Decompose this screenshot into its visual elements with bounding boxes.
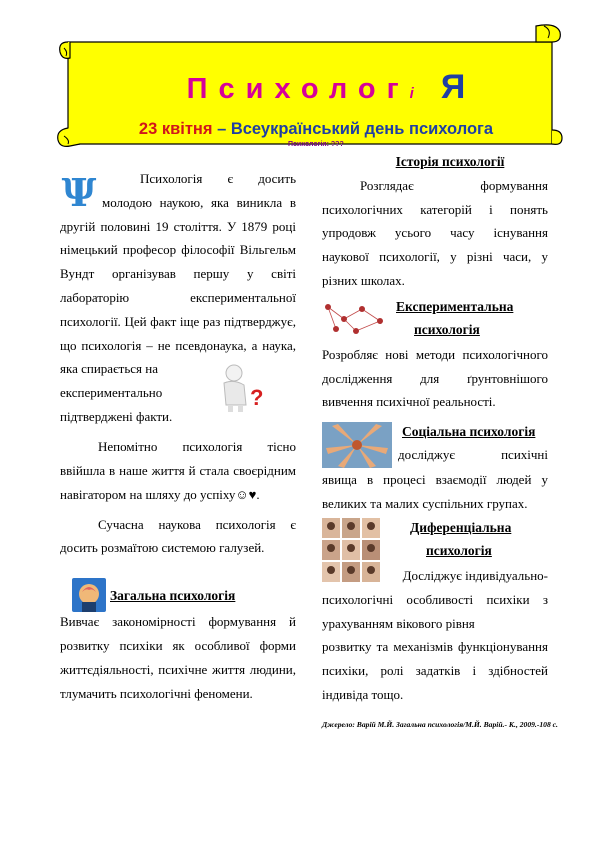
banner-subtitle: [86, 120, 546, 139]
social-block: [322, 422, 548, 470]
experimental-heading-line1: Експериментальна: [396, 298, 514, 314]
intro-tail-line1: експериментально: [60, 385, 163, 401]
network-icon: [322, 299, 390, 337]
banner-scroll: [56, 18, 564, 148]
differential-text-line2: психологічні особливості психіки з: [322, 591, 548, 607]
title-main: Психолог: [186, 73, 410, 105]
social-text: явища в процесі взаємодії людей у великих та малих суспільних групах.: [322, 472, 548, 511]
differential-text-line3: урахуванням вікового рівня: [322, 615, 475, 631]
banner-title: [126, 68, 526, 107]
differential-heading-line2: психологія: [426, 542, 492, 558]
intro-paragraph-1: Психологія є досить молодою наукою, яка виникла в другій половині 19 століття. У 1879 році німецький професор філософії Вільгельм Вундт організував першу у світі лабораторію експериментальної психології. Цей факт іще раз підтверджує, що психологія – не псевдонаука, а наука, яка спирається на: [60, 171, 296, 377]
intro-tail: [60, 381, 296, 429]
differential-text-first: Досліджує індивідуально-: [402, 567, 548, 583]
source-citation: Джерело: Варій М.Й. Загальна психологія/М.Й. Варій.- К., 2009.-108 с.: [322, 719, 558, 729]
experimental-heading-line2: психологія: [414, 321, 480, 337]
general-heading-row: [60, 578, 296, 612]
general-text: Вивчає закономірності формування й розвитку психіки як особливої форми життєдіяльності, психічне життя людини, тлумачить психологічні феномени.: [60, 614, 296, 701]
experimental-text: Розробляє нові методи психологічного дослідження для ґрунтовнішого вивчення психічної реальності.: [322, 346, 548, 410]
intro-tail-line2: підтверджені факти.: [60, 408, 173, 424]
history-text: Розглядає формування психологічних категорій і понять упродовж усього часу існування наукової психології, у різні часи, у різних школах.: [322, 177, 548, 288]
social-text-first: досліджує психічні: [398, 447, 548, 463]
experimental-heading-row: [322, 297, 548, 343]
hands-icon: [322, 422, 392, 468]
subtitle-rest: – Всеукраїнський день психолога: [212, 120, 494, 138]
brain-head-icon: [72, 578, 106, 612]
banner-caption: Психологія: ???: [288, 141, 344, 148]
general-heading: Загальна психологія: [110, 588, 236, 604]
differential-heading-line1: Диференціальна: [410, 519, 512, 535]
title-i: і: [409, 85, 422, 102]
left-column: [60, 167, 296, 705]
differential-text: розвитку та механізмів функціонування психіки, ролі задатків і здібностей індивіда тощо.: [322, 639, 548, 702]
intro-paragraph-2: Непомітно психологія тісно ввійшла в наше життя й стала своєрідним навігатором на шляху до успіху☺♥.: [60, 439, 296, 502]
differential-block: [322, 518, 548, 588]
history-heading: Історія психології: [395, 154, 505, 169]
title-ya: Я: [440, 68, 466, 106]
social-heading: Соціальна психологія: [402, 424, 536, 440]
faces-grid-icon: [322, 518, 380, 582]
intro-paragraph-3: Сучасна наукова психологія є досить розмаїтою системою галузей.: [60, 516, 296, 556]
right-column: [322, 150, 558, 737]
thinker-icon: [218, 361, 268, 413]
psi-icon: Ψ: [61, 170, 97, 215]
subtitle-date: 23 квітня: [138, 120, 213, 138]
svg-text:?: ?: [250, 385, 264, 411]
